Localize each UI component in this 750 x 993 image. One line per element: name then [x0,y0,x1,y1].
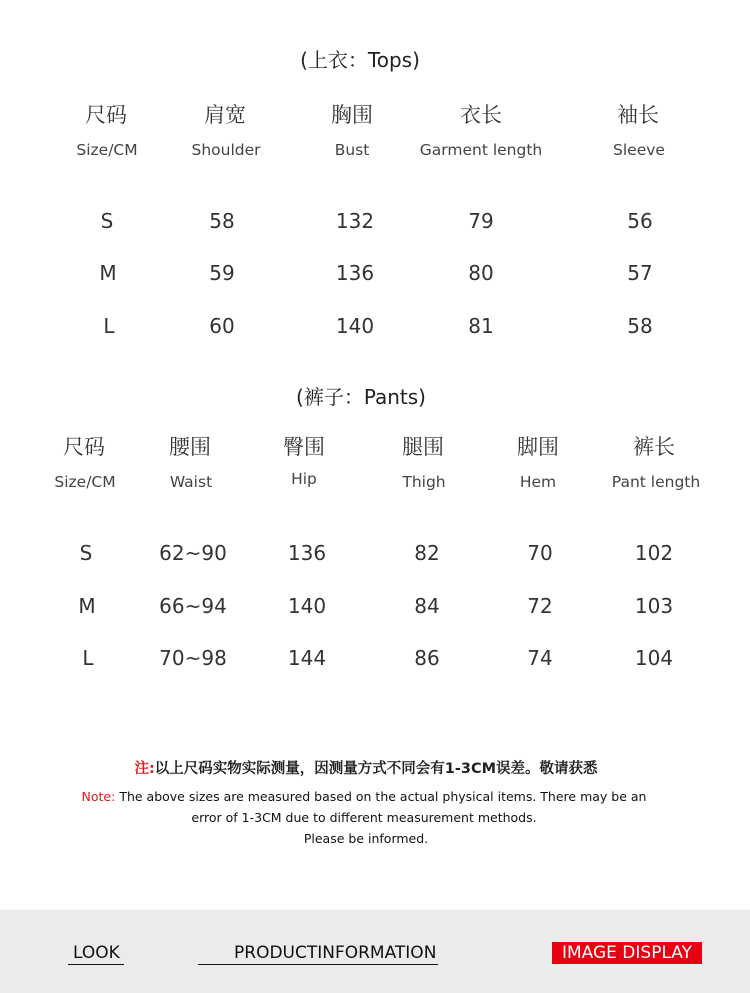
note-en-line2: error of 1-3CM due to different measurement methods. [191,810,537,825]
table-cell: 86 [414,646,440,670]
table-cell: 132 [335,209,375,233]
table-cell: 84 [414,594,440,618]
nav-image-display[interactable]: IMAGE DISPLAY [552,942,702,964]
table-cell: 140 [287,594,327,618]
tops-header-sleeve-zh: 袖长 [617,103,659,127]
pants-header-hem-zh: 脚围 [517,435,559,459]
tops-header-shoulder-en: Shoulder [191,141,261,159]
pants-header-size-zh: 尺码 [63,435,105,459]
note-en-line3: Please be informed. [303,831,429,846]
table-cell: 70 [527,541,553,565]
table-cell: 57 [627,261,653,285]
table-cell: 72 [527,594,553,618]
table-cell: 59 [209,261,235,285]
table-cell: 81 [468,314,494,338]
table-cell: 70~98 [159,646,227,670]
table-cell: 104 [634,646,674,670]
nav-look[interactable]: LOOK [73,943,120,963]
note-zh [134,757,597,778]
note-en-line1 [82,789,647,804]
table-cell: L [82,646,94,670]
tops-header-sleeve-en: Sleeve [613,141,665,159]
tops-header-length-en: Garment length [419,141,543,159]
table-cell: 58 [209,209,235,233]
footer-nav [0,910,750,993]
tops-header-shoulder-zh: 肩宽 [204,103,246,127]
pants-title: (裤子：Pants) [296,385,426,409]
table-cell: 58 [627,314,653,338]
table-cell: M [99,261,117,285]
table-cell: 56 [627,209,653,233]
tops-title: (上衣：Tops) [300,48,420,72]
tops-header-size-zh: 尺码 [85,103,127,127]
nav-product-information[interactable]: PRODUCTINFORMATION [234,943,437,963]
table-cell: 79 [468,209,494,233]
table-cell: 66~94 [159,594,227,618]
pants-header-hip-zh: 臀围 [283,435,325,459]
note-en-text-1: The above sizes are measured based on the actual physical items. There may be an [119,789,647,804]
tops-header-length-zh: 衣长 [460,103,502,127]
table-cell: 103 [634,594,674,618]
table-cell: 60 [209,314,235,338]
table-cell: S [79,541,93,565]
pants-header-length-zh: 裤长 [633,435,675,459]
pants-header-hem-en: Hem [519,473,557,491]
tops-header-size-en: Size/CM [76,141,138,159]
nav-product-underline [198,964,438,965]
table-cell: 82 [414,541,440,565]
tops-header-bust-en: Bust [334,141,370,159]
table-cell: M [78,594,96,618]
table-cell: 144 [287,646,327,670]
table-cell: 102 [634,541,674,565]
note-en-label: Note: [81,789,116,804]
pants-header-waist-en: Waist [169,473,213,491]
table-cell: 80 [468,261,494,285]
pants-header-thigh-en: Thigh [402,473,446,491]
pants-header-hip-en: Hip [291,470,317,488]
pants-header-length-en: Pant length [611,473,701,491]
note-zh-label: 注: [134,761,155,777]
table-cell: 136 [335,261,375,285]
table-cell: 62~90 [159,541,227,565]
table-cell: 74 [527,646,553,670]
pants-header-waist-zh: 腰围 [169,435,211,459]
nav-look-underline [68,964,124,965]
note-zh-text: 以上尺码实物实际测量，因测量方式不同会有1-3CM误差。敬请获悉 [154,761,598,777]
pants-header-thigh-zh: 腿围 [402,435,444,459]
table-cell: 140 [335,314,375,338]
pants-header-size-en: Size/CM [54,473,116,491]
table-cell: 136 [287,541,327,565]
tops-header-bust-zh: 胸围 [331,103,373,127]
table-cell: S [100,209,114,233]
table-cell: L [103,314,115,338]
